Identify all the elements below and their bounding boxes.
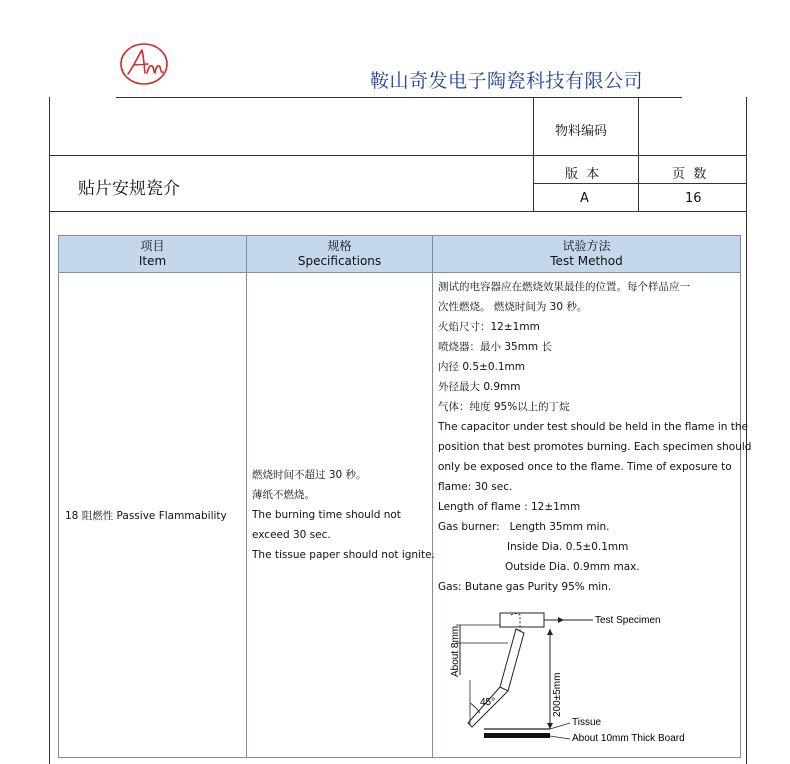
header-method-cn: 试验方法 [562, 239, 611, 253]
table-header-row [59, 236, 741, 273]
header-spec-en: Specifications [297, 254, 382, 268]
title-divider-1 [533, 97, 534, 211]
gas-burner-line [438, 517, 736, 537]
board-bar [484, 733, 550, 738]
document-title: 贴片安规瓷介 [78, 179, 180, 199]
label-distance: 200±5mm [552, 672, 563, 717]
title-rule-2 [533, 183, 747, 184]
specimen-holder [500, 613, 544, 627]
method-line: 气体：纯度 95%以上的丁烷 [438, 401, 570, 413]
material-code-label: 物料编码 [555, 124, 608, 139]
page-count-value: 16 [685, 191, 702, 206]
gas-burner-label: Gas burner: [438, 521, 500, 533]
method-line: 外径最大 0.9mm [438, 381, 521, 393]
method-line: 火焰尺寸：12±1mm [438, 321, 540, 333]
method-line: Length of flame : 12±1mm [438, 501, 581, 513]
method-cell [433, 273, 752, 758]
spec-line: The tissue paper should not ignite. [252, 549, 435, 561]
method-line: position that best promotes burning. Each specimen should [438, 441, 752, 453]
gas-burner-length: Length 35mm min. [509, 521, 610, 533]
method-line: flame: 30 sec. [438, 481, 513, 493]
method-line: 内径 0.5±0.1mm [438, 361, 525, 373]
header-item-en: Item [138, 254, 167, 268]
label-angle: 45° [480, 697, 496, 708]
method-line: The capacitor under test should be held in the flame in the [438, 421, 748, 433]
company-name: 鞍山奇发电子陶瓷科技有限公司 [370, 70, 644, 92]
label-board: About 10mm Thick Board [572, 733, 685, 744]
flame-test-diagram [438, 605, 736, 745]
gas-line: Gas: Butane gas Purity 95% min. [438, 581, 612, 593]
header-method-en: Test Method [550, 254, 623, 268]
company-logo [118, 40, 170, 88]
item-cell: 18 阻燃性 Passive Flammability [59, 273, 247, 758]
inside-dia-line: Inside Dia. 0.5±0.1mm [507, 541, 629, 553]
page-count-label: 页 数 [672, 167, 707, 182]
version-value: A [580, 191, 589, 206]
label-tissue: Tissue [572, 717, 602, 728]
header-specifications [247, 236, 433, 273]
version-label: 版 本 [565, 167, 600, 182]
spec-cell [247, 273, 433, 758]
header-test-method [433, 236, 741, 273]
table-row [59, 273, 741, 758]
title-divider-2 [638, 97, 639, 211]
spec-line: 燃烧时间不超过 30 秒。 [252, 469, 367, 481]
spec-table [58, 235, 752, 758]
method-line: 测试的电容器应在燃烧效果最佳的位置。每个样品应一 [438, 281, 690, 293]
header-item [59, 236, 247, 273]
spec-line: exceed 30 sec. [252, 529, 331, 541]
method-line: 次性燃烧。 燃烧时间为 30 秒。 [438, 301, 588, 313]
method-line: 喷烧器：最小 35mm 长 [438, 341, 552, 353]
header-item-cn: 项目 [140, 239, 165, 253]
method-line: only be exposed once to the flame. Time of exposure to [438, 461, 732, 473]
spec-line: 薄纸不燃烧。 [252, 489, 315, 501]
title-rule-3 [49, 211, 747, 212]
burner-tube [500, 629, 524, 691]
header-spec-cn: 规格 [327, 239, 352, 253]
outside-dia-line: Outside Dia. 0.9mm max. [505, 561, 640, 573]
label-test-specimen: Test Specimen [595, 615, 661, 626]
spec-line: The burning time should not [252, 509, 401, 521]
title-rule-1 [49, 155, 747, 156]
label-about-8mm: About 8mm [450, 625, 461, 677]
